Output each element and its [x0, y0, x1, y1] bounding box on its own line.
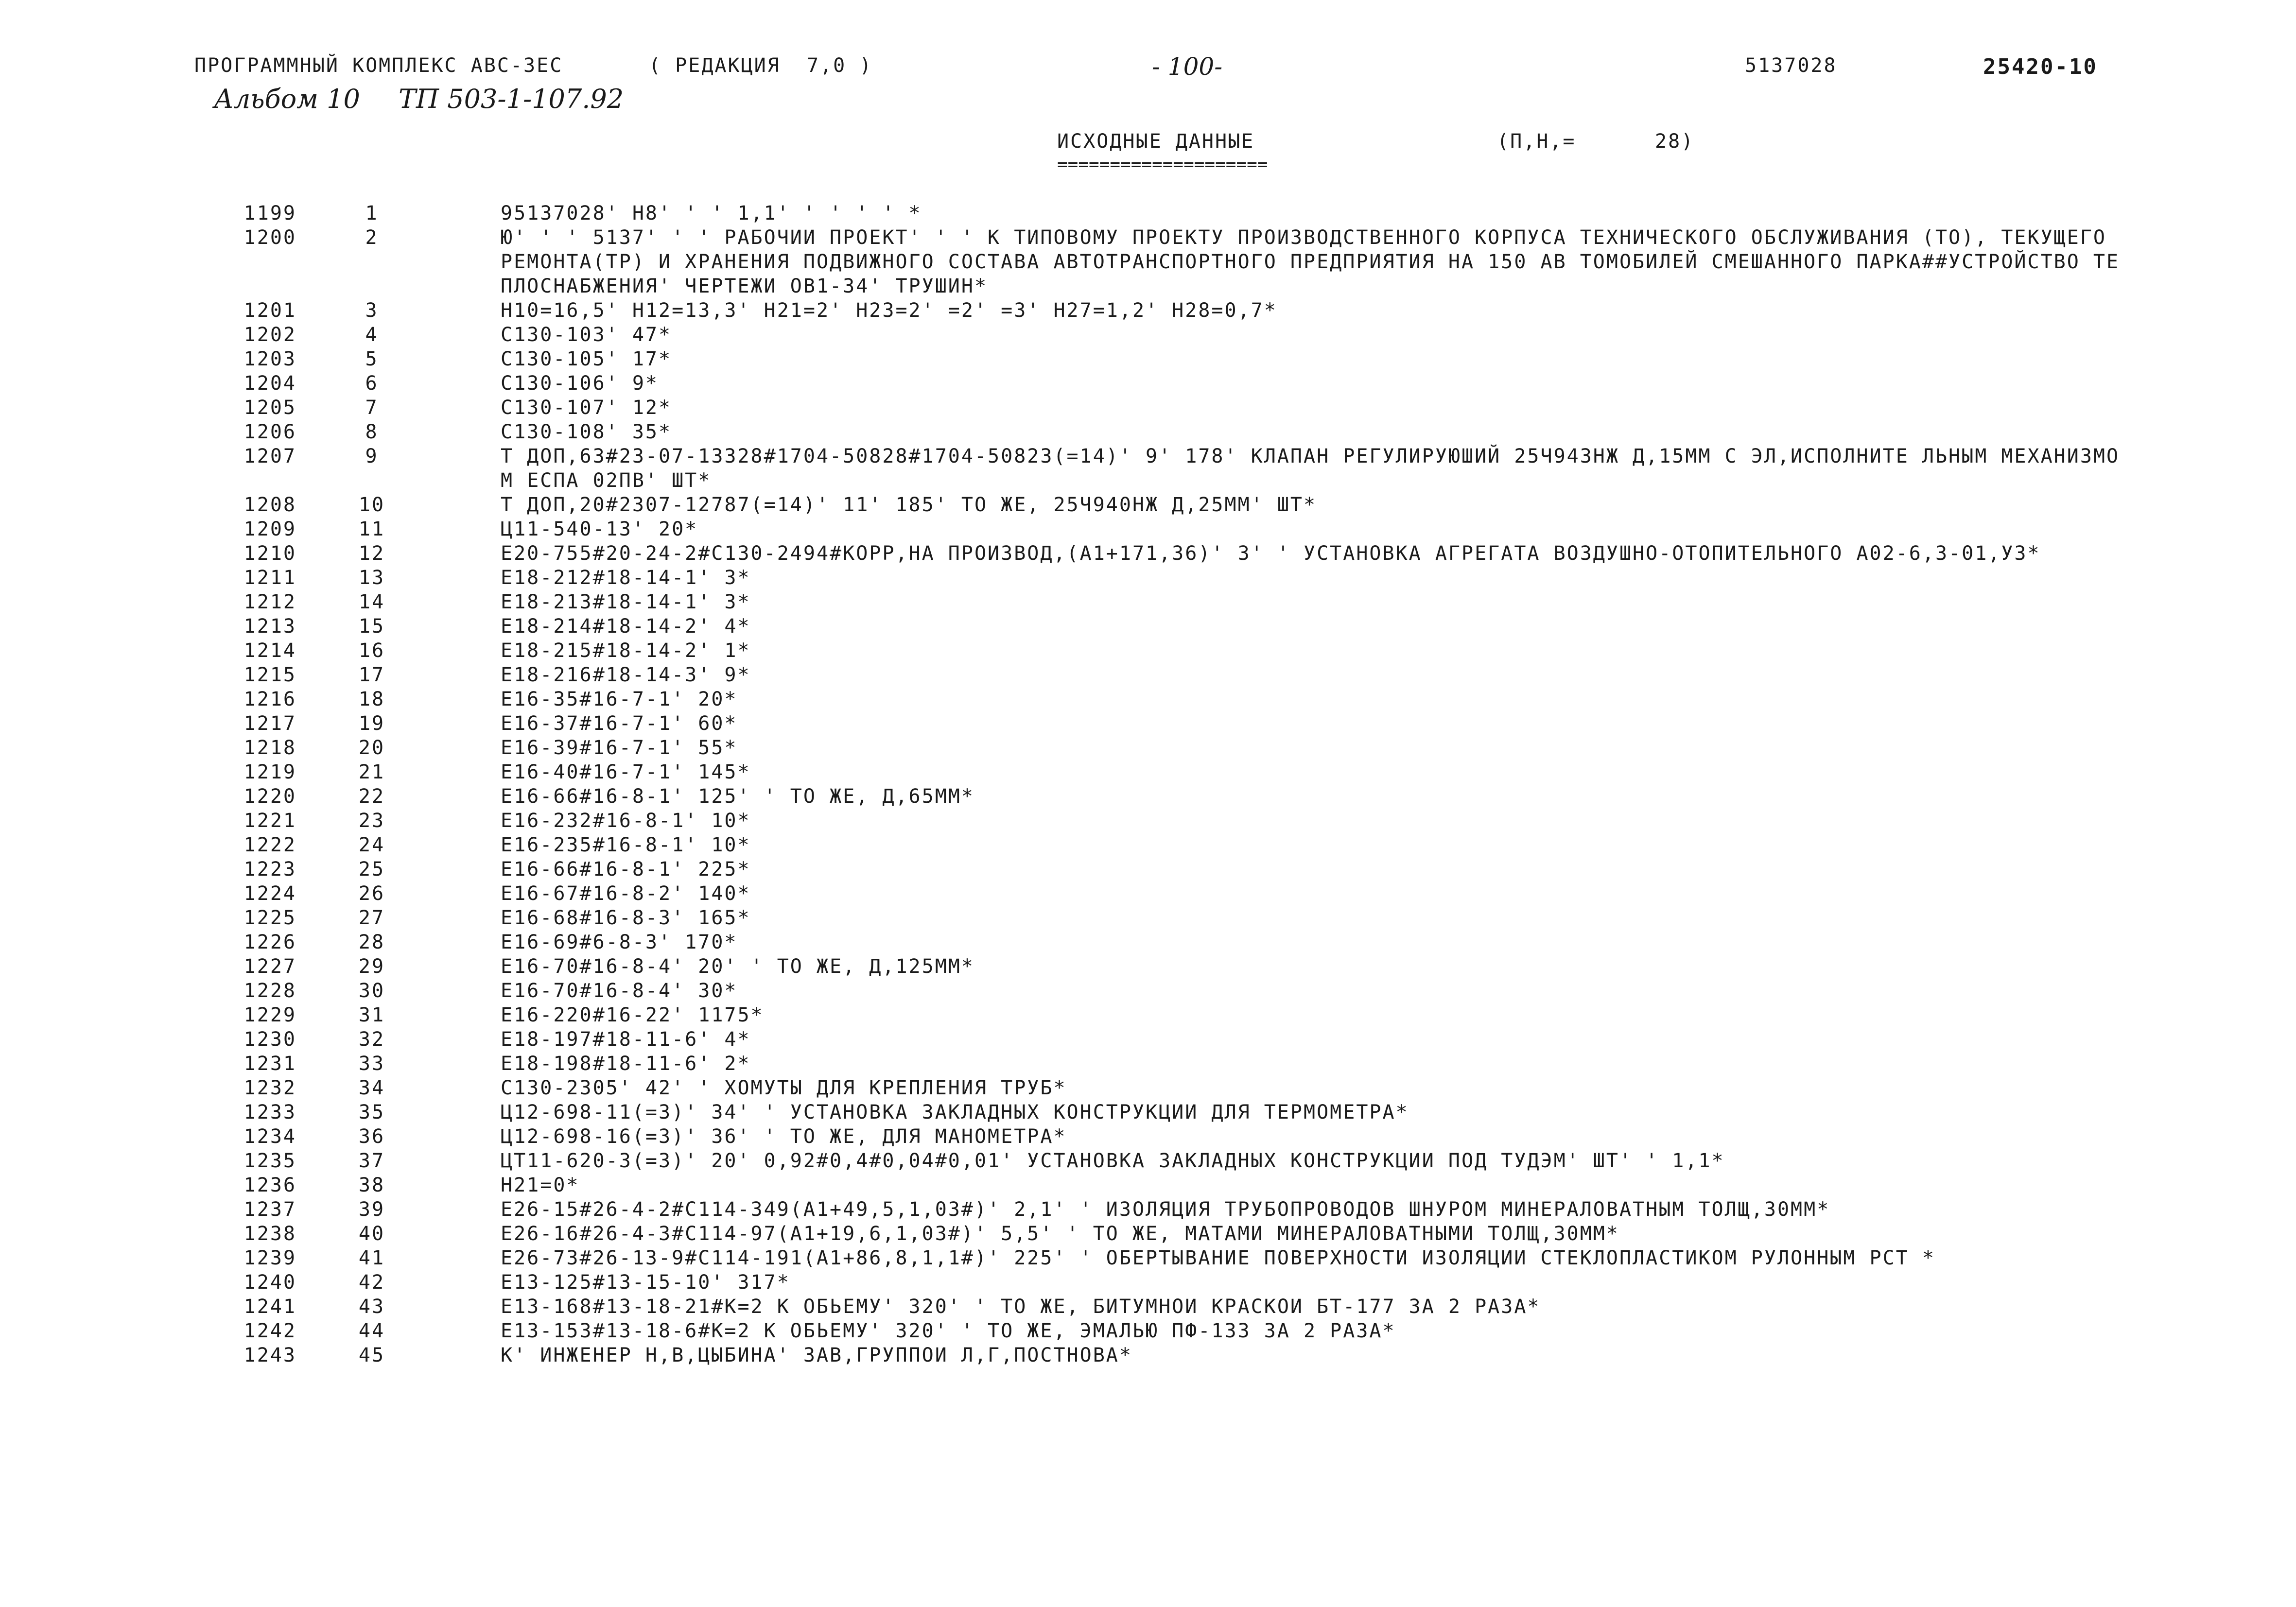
sequence-number: 34: [358, 1077, 385, 1099]
line-number: 1203: [244, 348, 296, 370]
line-number: 1233: [244, 1101, 296, 1123]
listing-row: [0, 1076, 2296, 1100]
sequence-number: 6: [365, 372, 379, 395]
listing-row: [0, 833, 2296, 857]
record-text: Е16-235#16-8-1' 10*: [501, 834, 751, 856]
record-text: Н21=0*: [501, 1174, 580, 1196]
record-text: С130-106' 9*: [501, 372, 659, 395]
data-listing: [0, 201, 2296, 1367]
line-number: 1221: [244, 810, 296, 832]
record-text: Ю' ' ' 5137' ' ' РАБОЧИИ ПРОЕКТ' ' ' К ТИПОВОМУ ПРОЕКТУ ПРОИЗВОДСТВЕННОГО КОРПУСА ТЕХНИЧЕСКОГО ОБСЛУЖИВАНИЯ (ТО), ТЕКУЩЕГО РЕМОНТА(ТР) И ХРАНЕНИЯ ПОДВИЖНОГО СОСТАВА АВТОТРАНСПОРТНОГО ПРЕДПРИЯТИЯ НА 150 АВ ТОМОБИЛЕЙ СМЕШАННОГО ПАРКА##УСТРОЙСТВО ТЕПЛОСНАБЖЕНИЯ' ЧЕРТЕЖИ ОВ1-34' ТРУШИН*: [501, 226, 2120, 297]
edition-label: ( РЕДАКЦИЯ 7,0 ): [649, 54, 873, 77]
record-text: Е13-125#13-15-10' 317*: [501, 1271, 790, 1294]
listing-row: [0, 784, 2296, 809]
sequence-number: 29: [358, 955, 385, 978]
listing-row: [0, 979, 2296, 1003]
record-text: С130-2305' 42' ' ХОМУТЫ ДЛЯ КРЕПЛЕНИЯ ТРУБ*: [501, 1077, 1067, 1099]
sequence-number: 36: [358, 1125, 385, 1148]
record-text: 95137028' Н8' ' ' 1,1' ' ' ' ' *: [501, 202, 922, 225]
sequence-number: 26: [358, 882, 385, 905]
code-label: 5137028: [1745, 54, 1837, 77]
record-text: Е16-67#16-8-2' 140*: [501, 882, 751, 905]
sequence-number: 44: [358, 1320, 385, 1342]
line-number: 1229: [244, 1004, 296, 1026]
line-number: 1227: [244, 955, 296, 978]
listing-row: [0, 930, 2296, 954]
record-text: Е18-198#18-11-6' 2*: [501, 1053, 751, 1075]
line-number: 1206: [244, 421, 296, 443]
sequence-number: 2: [365, 226, 379, 249]
listing-row: [0, 1173, 2296, 1197]
line-number: 1228: [244, 980, 296, 1002]
line-number: 1216: [244, 688, 296, 710]
listing-row: [0, 1003, 2296, 1027]
line-number: 1210: [244, 542, 296, 565]
record-text: Е18-214#18-14-2' 4*: [501, 615, 751, 638]
line-number: 1208: [244, 494, 296, 516]
section-title: ИСХОДНЫЕ ДАННЫЕ: [1057, 130, 1255, 153]
sequence-number: 43: [358, 1296, 385, 1318]
page-number: - 100-: [1152, 52, 1223, 81]
sequence-number: 19: [358, 712, 385, 735]
record-text: С130-103' 47*: [501, 324, 672, 346]
listing-row: [0, 347, 2296, 371]
listing-row: [0, 1343, 2296, 1367]
listing-row: [0, 881, 2296, 906]
listing-row: [0, 954, 2296, 979]
line-number: 1235: [244, 1150, 296, 1172]
line-number: 1212: [244, 591, 296, 613]
sequence-number: 18: [358, 688, 385, 710]
pn-label: (П,Н,= 28): [1497, 130, 1695, 153]
sequence-number: 4: [365, 324, 379, 346]
record-text: С130-108' 35*: [501, 421, 672, 443]
listing-row: [0, 809, 2296, 833]
sequence-number: 14: [358, 591, 385, 613]
line-number: 1231: [244, 1053, 296, 1075]
sequence-number: 22: [358, 785, 385, 808]
listing-row: [0, 517, 2296, 541]
record-text: Е26-15#26-4-2#С114-349(А1+49,5,1,03#)' 2,1' ' ИЗОЛЯЦИЯ ТРУБОПРОВОДОВ ШНУРОМ МИНЕРАЛОВАТНЫМ ТОЛЩ,30ММ*: [501, 1198, 1830, 1221]
record-text: Е20-755#20-24-2#С130-2494#КОРР,НА ПРОИЗВОД,(А1+171,36)' 3' ' УСТАНОВКА АГРЕГАТА ВОЗДУШНО-ОТОПИТЕЛЬНОГО А02-6,3-01,У3*: [501, 542, 2041, 565]
listing-row: [0, 711, 2296, 736]
sequence-number: 37: [358, 1150, 385, 1172]
line-number: 1239: [244, 1247, 296, 1269]
line-number: 1217: [244, 712, 296, 735]
listing-row: [0, 444, 2296, 493]
listing-row: [0, 396, 2296, 420]
sequence-number: 38: [358, 1174, 385, 1196]
line-number: 1214: [244, 639, 296, 662]
line-number: 1200: [244, 226, 296, 249]
record-text: Е18-213#18-14-1' 3*: [501, 591, 751, 613]
line-number: 1207: [244, 445, 296, 467]
sequence-number: 33: [358, 1053, 385, 1075]
sequence-number: 45: [358, 1344, 385, 1366]
record-text: Е16-220#16-22' 1175*: [501, 1004, 764, 1026]
line-number: 1225: [244, 907, 296, 929]
sequence-number: 17: [358, 664, 385, 686]
record-text: Е16-66#16-8-1' 125' ' ТО ЖЕ, Д,65ММ*: [501, 785, 974, 808]
record-text: Е16-39#16-7-1' 55*: [501, 737, 738, 759]
listing-row: [0, 1052, 2296, 1076]
sequence-number: 16: [358, 639, 385, 662]
sequence-number: 1: [365, 202, 379, 225]
sequence-number: 15: [358, 615, 385, 638]
listing-row: [0, 298, 2296, 323]
listing-row: [0, 906, 2296, 930]
line-number: 1215: [244, 664, 296, 686]
record-text: Т ДОП,63#23-07-13328#1704-50828#1704-50823(=14)' 9' 178' КЛАПАН РЕГУЛИРУЮШИЙ 25Ч943НЖ Д,15ММ С ЭЛ,ИСПОЛНИТЕ ЛЬНЫМ МЕХАНИЗМОМ ЕСПА 02ПВ' ШТ*: [501, 445, 2120, 492]
listing-row: [0, 590, 2296, 614]
sequence-number: 21: [358, 761, 385, 783]
line-number: 1237: [244, 1198, 296, 1221]
listing-row: [0, 687, 2296, 711]
sequence-number: 39: [358, 1198, 385, 1221]
listing-row: [0, 1270, 2296, 1295]
line-number: 1201: [244, 299, 296, 322]
listing-row: [0, 1027, 2296, 1052]
record-text: Е16-70#16-8-4' 30*: [501, 980, 738, 1002]
sequence-number: 20: [358, 737, 385, 759]
line-number: 1243: [244, 1344, 296, 1366]
record-text: Е16-232#16-8-1' 10*: [501, 810, 751, 832]
listing-row: [0, 857, 2296, 881]
sequence-number: 41: [358, 1247, 385, 1269]
sequence-number: 5: [365, 348, 379, 370]
sequence-number: 11: [358, 518, 385, 540]
sequence-number: 7: [365, 397, 379, 419]
line-number: 1234: [244, 1125, 296, 1148]
sequence-number: 8: [365, 421, 379, 443]
line-number: 1220: [244, 785, 296, 808]
sequence-number: 3: [365, 299, 379, 322]
line-number: 1230: [244, 1028, 296, 1051]
section-underline: ====================: [1057, 155, 1268, 174]
sequence-number: 28: [358, 931, 385, 953]
sequence-number: 35: [358, 1101, 385, 1123]
record-text: Е18-197#18-11-6' 4*: [501, 1028, 751, 1051]
tp-label: ТП 503-1-107.92: [399, 84, 624, 114]
line-number: 1240: [244, 1271, 296, 1294]
record-text: Ц12-698-11(=3)' 34' ' УСТАНОВКА ЗАКЛАДНЫХ КОНСТРУКЦИИ ДЛЯ ТЕРМОМЕТРА*: [501, 1101, 1409, 1123]
listing-row: [0, 493, 2296, 517]
record-text: К' ИНЖЕНЕР Н,В,ЦЫБИНА' ЗАВ,ГРУППОИ Л,Г,ПОСТНОВА*: [501, 1344, 1132, 1366]
record-text: Н10=16,5' Н12=13,3' Н21=2' Н23=2' =2' =3' Н27=1,2' Н28=0,7*: [501, 299, 1277, 322]
program-title: ПРОГРАММНЫЙ КОМПЛЕКС АВС-3ЕС: [194, 54, 563, 77]
listing-row: [0, 541, 2296, 566]
record-text: Е18-216#18-14-3' 9*: [501, 664, 751, 686]
listing-row: [0, 371, 2296, 396]
record-text: Е16-69#6-8-3' 170*: [501, 931, 738, 953]
record-text: Ц11-540-13' 20*: [501, 518, 698, 540]
line-number: 1242: [244, 1320, 296, 1342]
record-text: Т ДОП,20#2307-12787(=14)' 11' 185' ТО ЖЕ, 25Ч940НЖ Д,25ММ' ШТ*: [501, 494, 1317, 516]
listing-row: [0, 566, 2296, 590]
record-text: Е16-40#16-7-1' 145*: [501, 761, 751, 783]
sequence-number: 42: [358, 1271, 385, 1294]
listing-row: [0, 1124, 2296, 1149]
sequence-number: 24: [358, 834, 385, 856]
line-number: 1219: [244, 761, 296, 783]
sequence-number: 40: [358, 1223, 385, 1245]
sequence-number: 9: [365, 445, 379, 467]
record-text: Е16-68#16-8-3' 165*: [501, 907, 751, 929]
listing-row: [0, 1149, 2296, 1173]
line-number: 1205: [244, 397, 296, 419]
line-number: 1224: [244, 882, 296, 905]
record-text: Е18-212#18-14-1' 3*: [501, 567, 751, 589]
line-number: 1241: [244, 1296, 296, 1318]
listing-row: [0, 1100, 2296, 1124]
listing-row: [0, 1319, 2296, 1343]
listing-row: [0, 736, 2296, 760]
record-text: Е13-168#13-18-21#К=2 К ОБЬЕМУ' 320' ' ТО ЖЕ, БИТУМНОИ КРАСКОИ БТ-177 ЗА 2 РАЗА*: [501, 1296, 1541, 1318]
record-text: Ц12-698-16(=3)' 36' ' ТО ЖЕ, ДЛЯ МАНОМЕТРА*: [501, 1125, 1067, 1148]
sequence-number: 10: [358, 494, 385, 516]
record-text: Е13-153#13-18-6#К=2 К ОБЬЕМУ' 320' ' ТО ЖЕ, ЭМАЛЬЮ ПФ-133 ЗА 2 РАЗА*: [501, 1320, 1396, 1342]
listing-row: [0, 663, 2296, 687]
sequence-number: 32: [358, 1028, 385, 1051]
record-text: Е16-35#16-7-1' 20*: [501, 688, 738, 710]
listing-row: [0, 760, 2296, 784]
record-text: С130-105' 17*: [501, 348, 672, 370]
line-number: 1209: [244, 518, 296, 540]
sequence-number: 25: [358, 858, 385, 881]
record-text: С130-107' 12*: [501, 397, 672, 419]
listing-row: [0, 201, 2296, 225]
sequence-number: 27: [358, 907, 385, 929]
line-number: 1238: [244, 1223, 296, 1245]
line-number: 1213: [244, 615, 296, 638]
listing-row: [0, 614, 2296, 639]
line-number: 1226: [244, 931, 296, 953]
album-label: Альбом 10: [214, 84, 360, 114]
sequence-number: 30: [358, 980, 385, 1002]
line-number: 1222: [244, 834, 296, 856]
record-text: Е16-70#16-8-4' 20' ' ТО ЖЕ, Д,125ММ*: [501, 955, 974, 978]
sequence-number: 13: [358, 567, 385, 589]
record-text: Е26-16#26-4-3#С114-97(А1+19,6,1,03#)' 5,5' ' ТО ЖЕ, МАТАМИ МИНЕРАЛОВАТНЫМИ ТОЛЩ,30ММ*: [501, 1223, 1619, 1245]
listing-row: [0, 1246, 2296, 1270]
record-text: Е26-73#26-13-9#С114-191(А1+86,8,1,1#)' 225' ' ОБЕРТЫВАНИЕ ПОВЕРХНОСТИ ИЗОЛЯЦИИ СТЕКЛОПЛАСТИКОМ РУЛОННЫМ РСТ *: [501, 1247, 1935, 1269]
line-number: 1232: [244, 1077, 296, 1099]
record-text: Е16-66#16-8-1' 225*: [501, 858, 751, 881]
listing-row: [0, 420, 2296, 444]
listing-row: [0, 1222, 2296, 1246]
record-text: Е16-37#16-7-1' 60*: [501, 712, 738, 735]
listing-row: [0, 639, 2296, 663]
sequence-number: 31: [358, 1004, 385, 1026]
record-text: Е18-215#18-14-2' 1*: [501, 639, 751, 662]
line-number: 1211: [244, 567, 296, 589]
record-text: ЦТ11-620-3(=3)' 20' 0,92#0,4#0,04#0,01' УСТАНОВКА ЗАКЛАДНЫХ КОНСТРУКЦИИ ПОД ТУДЭМ' ШТ' ' 1,1*: [501, 1150, 1725, 1172]
listing-row: [0, 1197, 2296, 1222]
sequence-number: 12: [358, 542, 385, 565]
sequence-number: 23: [358, 810, 385, 832]
line-number: 1202: [244, 324, 296, 346]
listing-row: [0, 1295, 2296, 1319]
line-number: 1223: [244, 858, 296, 881]
line-number: 1199: [244, 202, 296, 225]
listing-row: [0, 323, 2296, 347]
line-number: 1236: [244, 1174, 296, 1196]
listing-row: [0, 225, 2296, 298]
line-number: 1218: [244, 737, 296, 759]
doc-number: 25420-10: [1983, 54, 2098, 79]
line-number: 1204: [244, 372, 296, 395]
